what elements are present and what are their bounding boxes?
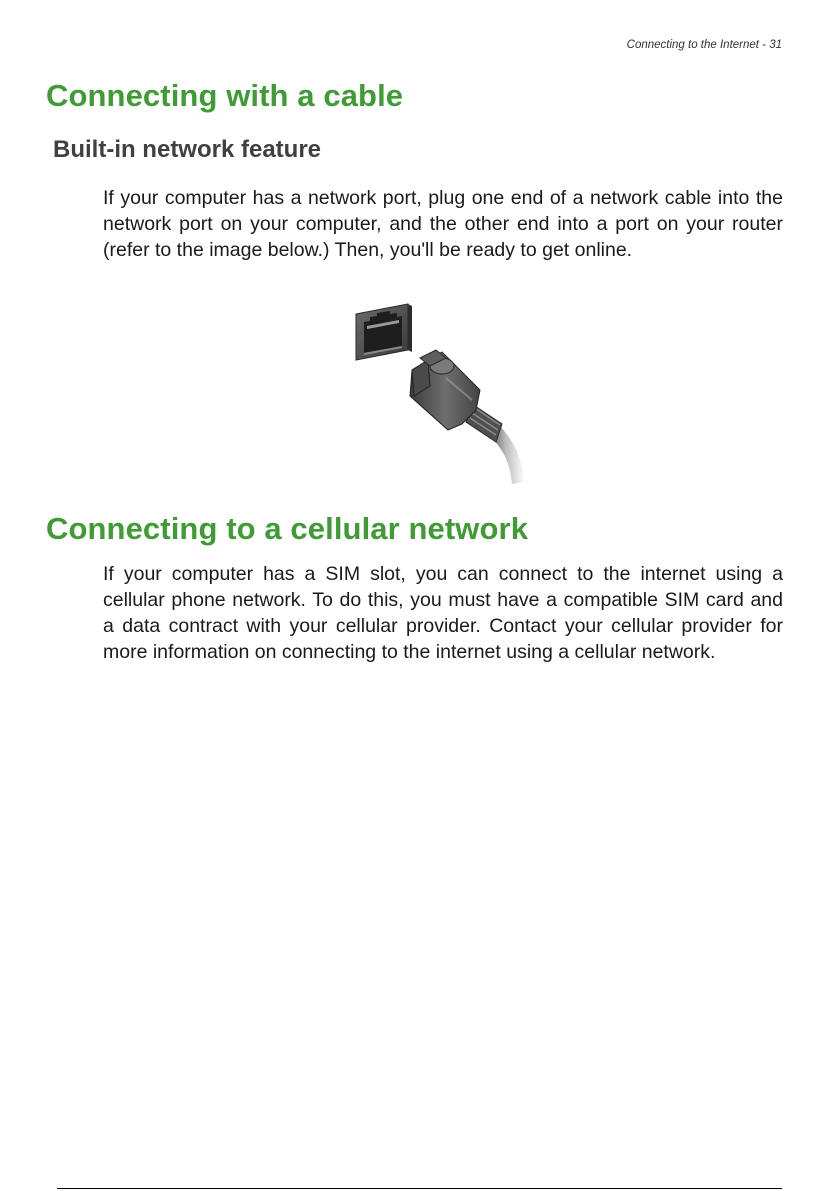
paragraph-cellular-network: If your computer has a SIM slot, you can connect to the internet using a cellular phone network. To do this, you must have a compatible SIM card and a data contract with your cellular provider. Contact your cellular provider for more information on connecting to the internet using a cellular network. [103,563,783,663]
running-header: Connecting to the Internet - 31 [626,39,782,51]
network-cable-plug-icon [410,350,525,484]
network-port-icon [356,304,412,360]
subsection-title-built-in-network: Built-in network feature [53,136,322,163]
section-title-cable: Connecting with a cable [46,78,404,113]
section-title-cellular: Connecting to a cellular network [46,511,529,546]
ethernet-cable-and-port-illustration [350,300,535,485]
footer-rule [57,1188,782,1189]
paragraph-network-cable: If your computer has a network port, plug one end of a network cable into the network port on your computer, and the other end into a port on your router (refer to the image below.) Then, you'll be ready to get online. [103,187,783,261]
